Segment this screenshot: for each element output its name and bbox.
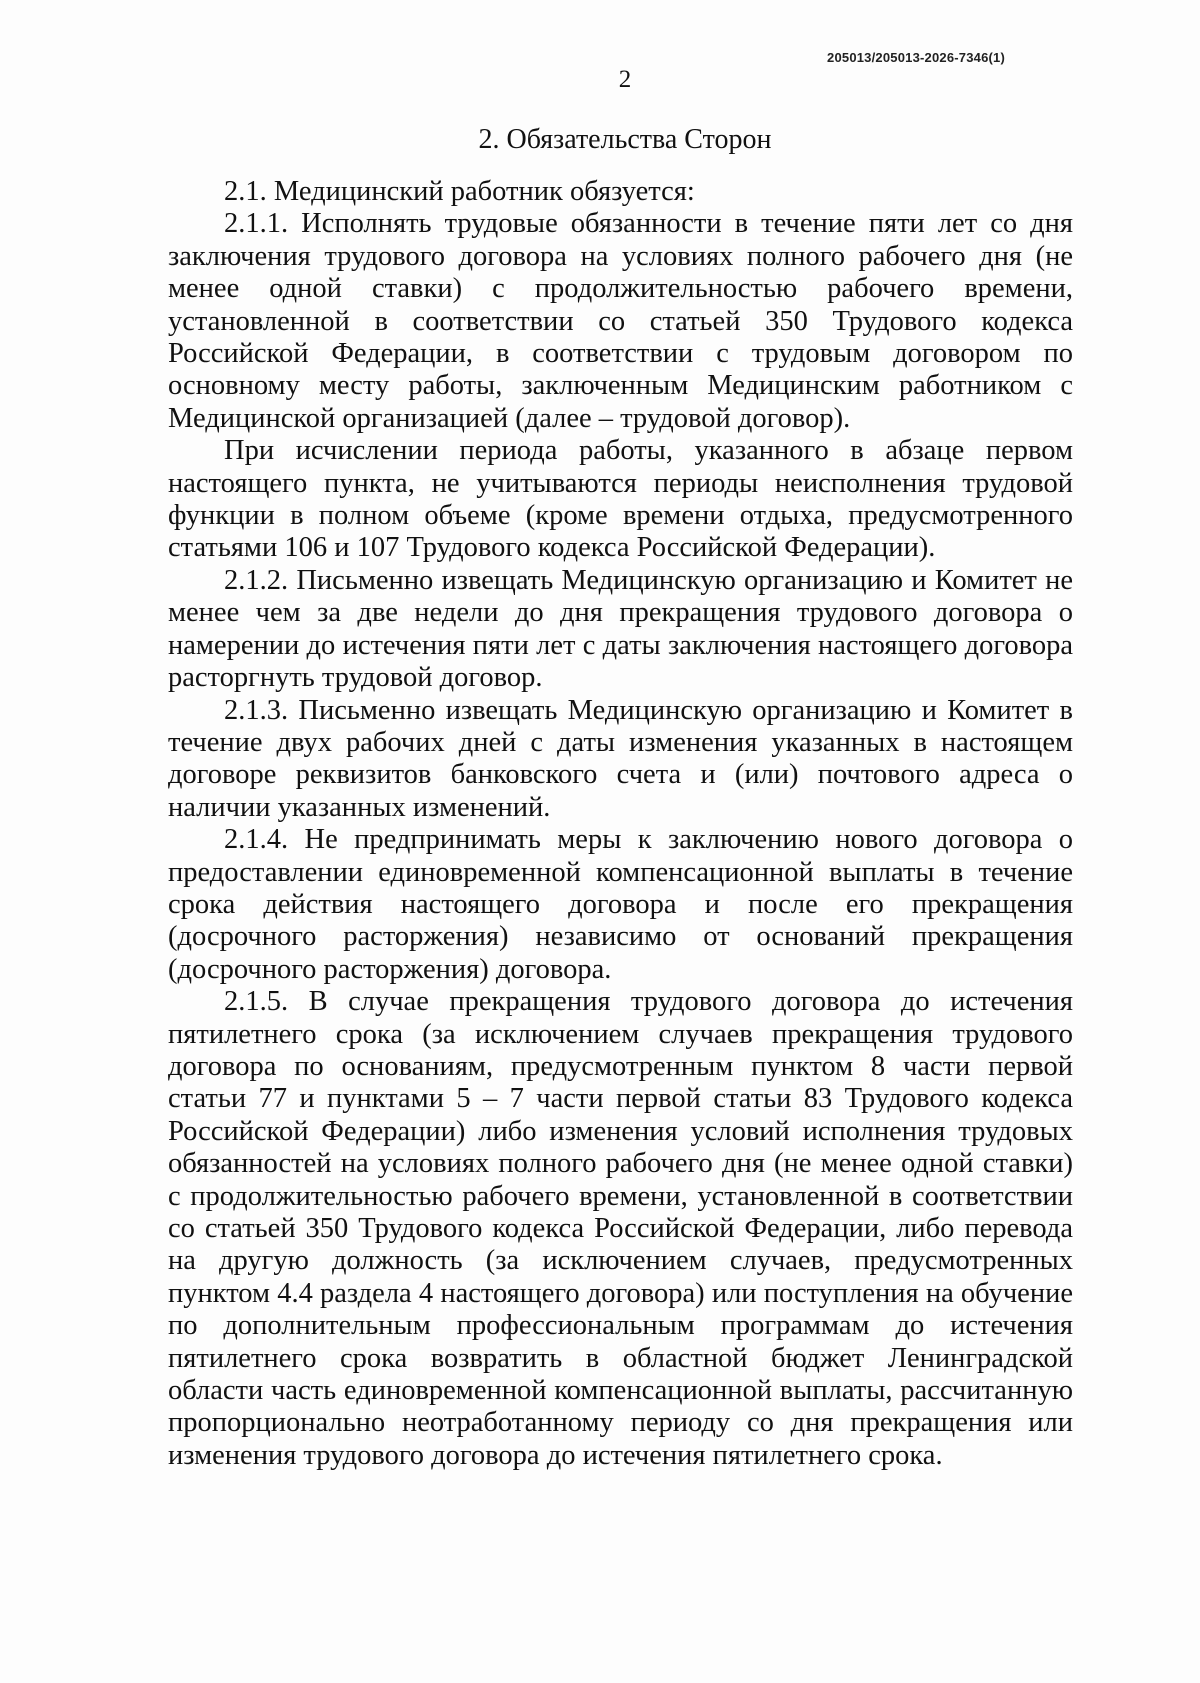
paragraph-2-1-1-note: При исчислении периода работы, указанного в абзаце первом настоящего пункта, не учитываются периоды неисполнения трудовой функции в полном объеме (кроме времени отдыха, предусмотренного статьями 106 и 107 Трудового кодекса Российской Федерации). (168, 435, 1073, 564)
page-number: 2 (618, 66, 632, 93)
paragraph-2-1-4: 2.1.4. Не предпринимать меры к заключению нового договора о предоставлении единовременной компенсационной выплаты в течение срока действия настоящего договора и после его прекращения (досрочного расторжения) независимо от оснований прекращения (досрочного расторжения) договора. (168, 824, 1073, 985)
paragraph-2-1-5: 2.1.5. В случае прекращения трудового договора до истечения пятилетнего срока (за исключением случаев прекращения трудового договора по основаниям, предусмотренным пунктом 8 части первой статьи 77 и пунктами 5 – 7 части первой статьи 83 Трудового кодекса Российской Федерации) либо изменения условий исполнения трудовых обязанностей на условиях полного рабочего дня (не менее одной ставки) с продолжительностью рабочего времени, установленной в соответствии со статьей 350 Трудового кодекса Российской Федерации, либо перевода на другую должность (за исключением случаев, предусмотренных пунктом 4.4 раздела 4 настоящего договора) или поступления на обучение по дополнительным профессиональным программам до истечения пятилетнего срока возвратить в областной бюджет Ленинградской области часть единовременной компенсационной выплаты, рассчитанную пропорционально неотработанному периоду со дня прекращения или изменения трудового договора до истечения пятилетнего срока. (168, 986, 1073, 1471)
document-id: 205013/205013-2026-7346(1) (827, 50, 1005, 65)
paragraph-2-1-1: 2.1.1. Исполнять трудовые обязанности в течение пяти лет со дня заключения трудового договора на условиях полного рабочего дня (не менее одной ставки) с продолжительностью рабочего времени, установленной в соответствии со статьей 350 Трудового кодекса Российской Федерации, в соответствии с трудовым договором по основному месту работы, заключенным Медицинским работником с Медицинской организацией (далее – трудовой договор). (168, 208, 1073, 434)
paragraph-2-1-2: 2.1.2. Письменно извещать Медицинскую организацию и Комитет не менее чем за две недели до дня прекращения трудового договора о намерении до истечения пяти лет с даты заключения настоящего договора расторгнуть трудовой договор. (168, 564, 1073, 694)
document-body (168, 176, 1073, 1472)
section-title: 2. Обязательства Сторон (478, 124, 772, 155)
paragraph-2-1-3: 2.1.3. Письменно извещать Медицинскую организацию и Комитет в течение двух рабочих дней с даты изменения указанных в настоящем договоре реквизитов банковского счета и (или) почтового адреса о наличии указанных изменений. (168, 694, 1073, 823)
paragraph-2-1: 2.1. Медицинский работник обязуется: (224, 176, 695, 207)
